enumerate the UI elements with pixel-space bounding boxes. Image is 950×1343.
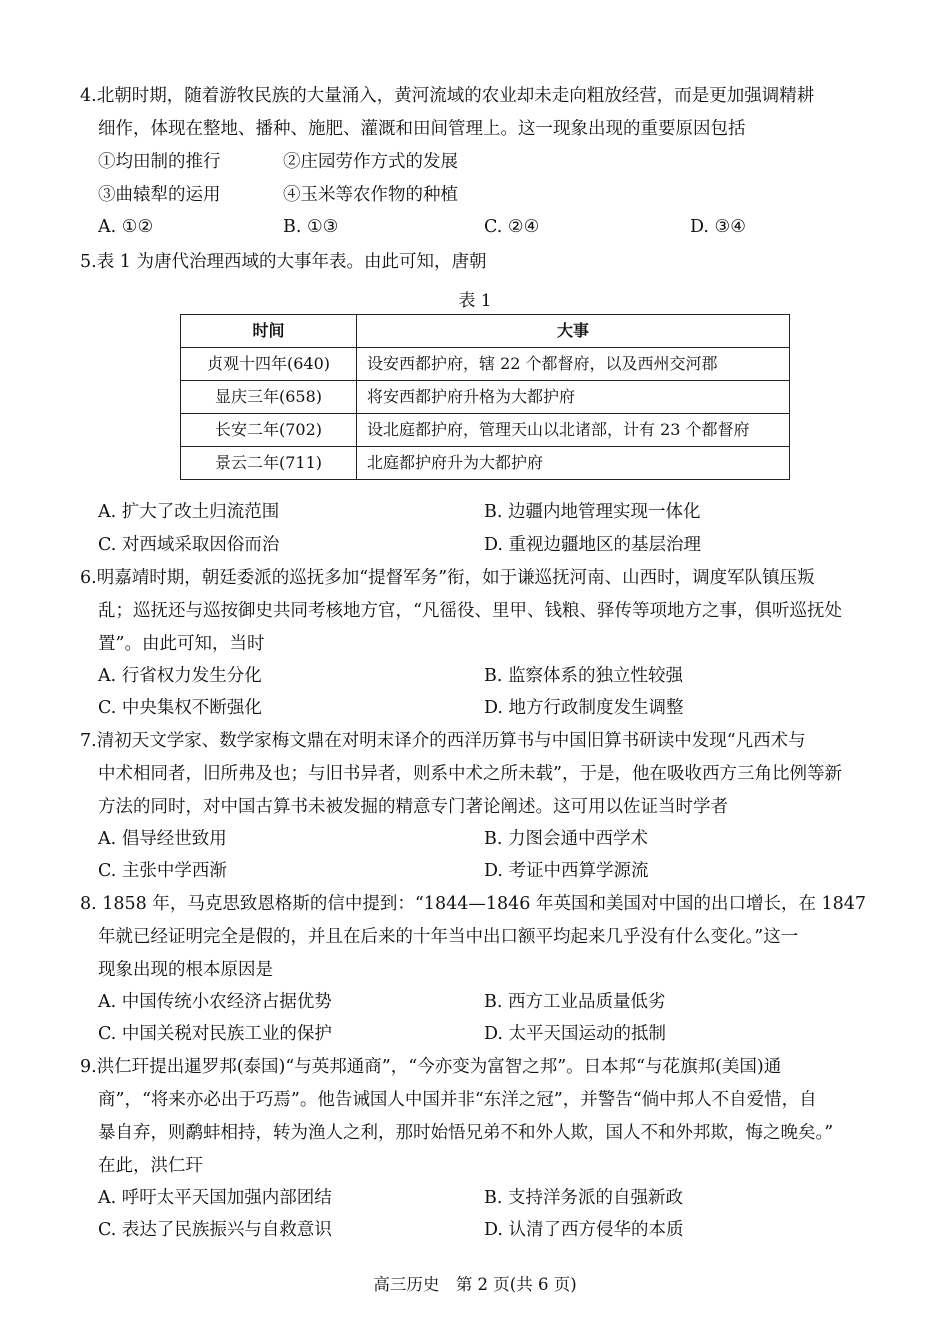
table-cell-time: 贞观十四年(640): [181, 348, 357, 381]
q4-option-a: A. ①②: [98, 217, 154, 237]
table-header-time: 时间: [181, 315, 357, 348]
page-footer: 高三历史 第 2 页(共 6 页): [373, 1275, 577, 1294]
q9-stem-line-3: 暴自弃，则鹬蚌相持，转为渔人之利，那时始悟兄弟不和外人欺，国人不和外邦欺，悔之晚矣。”: [98, 1123, 834, 1143]
q4-option-d: D. ③④: [690, 217, 746, 237]
table-row: [181, 414, 790, 447]
q9-stem-line-4: 在此，洪仁玕: [98, 1156, 203, 1176]
q6-option-b: B. 监察体系的独立性较强: [484, 666, 683, 686]
q6-option-a: A. 行省权力发生分化: [98, 666, 262, 686]
q6-option-d: D. 地方行政制度发生调整: [484, 698, 684, 718]
q4-item-1: ①均田制的推行: [98, 152, 221, 172]
q5-option-d: D. 重视边疆地区的基层治理: [484, 535, 702, 555]
table-cell-time: 长安二年(702): [181, 414, 357, 447]
q7-stem-line-3: 方法的同时，对中国古算书未被发掘的精意专门著论阐述。这可用以佐证当时学者: [98, 797, 728, 817]
q8-stem-line-1: 8. 1858 年，马克思致恩格斯的信中提到：“1844—1846 年英国和美国对中国的出口增长，在 1847: [80, 894, 867, 914]
table-cell-time: 显庆三年(658): [181, 381, 357, 414]
q9-option-c: C. 表达了民族振兴与自救意识: [98, 1220, 332, 1240]
q6-stem-line-2: 乱；巡抚还与巡按御史共同考核地方官，“凡徭役、里甲、钱粮、驿传等项地方之事，俱听巡抚处: [98, 601, 842, 621]
q4-option-c: C. ②④: [484, 217, 540, 237]
q9-stem-line-1: 9.洪仁玕提出暹罗邦(泰国)“与英邦通商”，“今亦变为富智之邦”。日本邦“与花旗邦(美国)通: [80, 1057, 782, 1077]
q4-item-2: ②庄园劳作方式的发展: [283, 152, 458, 172]
q8-stem-line-2: 年就已经证明完全是假的，并且在后来的十年当中出口额平均起来几乎没有什么变化。”这一: [98, 927, 799, 947]
q8-stem-line-3: 现象出现的根本原因是: [98, 960, 273, 980]
q9-option-b: B. 支持洋务派的自强新政: [484, 1188, 683, 1208]
table-header-row: [181, 315, 790, 348]
q7-option-d: D. 考证中西算学源流: [484, 861, 649, 881]
q7-option-c: C. 主张中学西渐: [98, 861, 227, 881]
table-cell-time: 景云二年(711): [181, 447, 357, 480]
q6-stem-line-3: 置”。由此可知，当时: [98, 634, 265, 654]
q6-option-c: C. 中央集权不断强化: [98, 698, 262, 718]
table-cell-event: 设北庭都护府，管理天山以北诸部，计有 23 个都督府: [357, 414, 790, 447]
q6-stem-line-1: 6.明嘉靖时期，朝廷委派的巡抚多加“提督军务”衔，如于谦巡抚河南、山西时，调度军队镇压叛: [80, 568, 815, 588]
table-cell-event: 北庭都护府升为大都护府: [357, 447, 790, 480]
table-cell-event: 设安西都护府，辖 22 个都督府，以及西州交河郡: [357, 348, 790, 381]
q7-option-b: B. 力图会通中西学术: [484, 829, 648, 849]
q9-option-d: D. 认清了西方侵华的本质: [484, 1220, 684, 1240]
q8-option-c: C. 中国关税对民族工业的保护: [98, 1024, 332, 1044]
q4-item-3: ③曲辕犁的运用: [98, 185, 221, 205]
q4-option-b: B. ①③: [283, 217, 339, 237]
q8-option-a: A. 中国传统小农经济占据优势: [98, 992, 332, 1012]
table-1: [180, 314, 790, 480]
table-cell-event: 将安西都护府升格为大都护府: [357, 381, 790, 414]
q5-option-c: C. 对西域采取因俗而治: [98, 535, 280, 555]
table-row: [181, 381, 790, 414]
q8-option-d: D. 太平天国运动的抵制: [484, 1024, 667, 1044]
q5-option-b: B. 边疆内地管理实现一体化: [484, 502, 701, 522]
table-row: [181, 348, 790, 381]
table-row: [181, 447, 790, 480]
q4-stem-line-2: 细作，体现在整地、播种、施肥、灌溉和田间管理上。这一现象出现的重要原因包括: [98, 119, 746, 139]
q8-option-b: B. 西方工业品质量低劣: [484, 992, 666, 1012]
q5-option-a: A. 扩大了改土归流范围: [98, 502, 280, 522]
q9-stem-line-2: 商”，“将来亦必出于巧焉”。他告诫国人中国并非“东洋之冠”，并警告“倘中邦人不自爱惜，自: [98, 1090, 817, 1110]
q7-option-a: A. 倡导经世致用: [98, 829, 227, 849]
q4-stem-line-1: 4.北朝时期，随着游牧民族的大量涌入，黄河流域的农业却未走向粗放经营，而是更加强调精耕: [80, 86, 815, 106]
q9-option-a: A. 呼吁太平天国加强内部团结: [98, 1188, 332, 1208]
q7-stem-line-2: 中术相同者，旧所弗及也；与旧书异者，则系中术之所未载”，于是，他在吸收西方三角比例等新: [98, 764, 842, 784]
q7-stem-line-1: 7.清初天文学家、数学家梅文鼎在对明末译介的西洋历算书与中国旧算书研读中发现“凡西术与: [80, 731, 806, 751]
table-caption: 表 1: [458, 291, 492, 311]
q5-stem-line-1: 5.表 1 为唐代治理西域的大事年表。由此可知，唐朝: [80, 252, 487, 272]
q4-item-4: ④玉米等农作物的种植: [283, 185, 458, 205]
table-header-event: 大事: [357, 315, 790, 348]
